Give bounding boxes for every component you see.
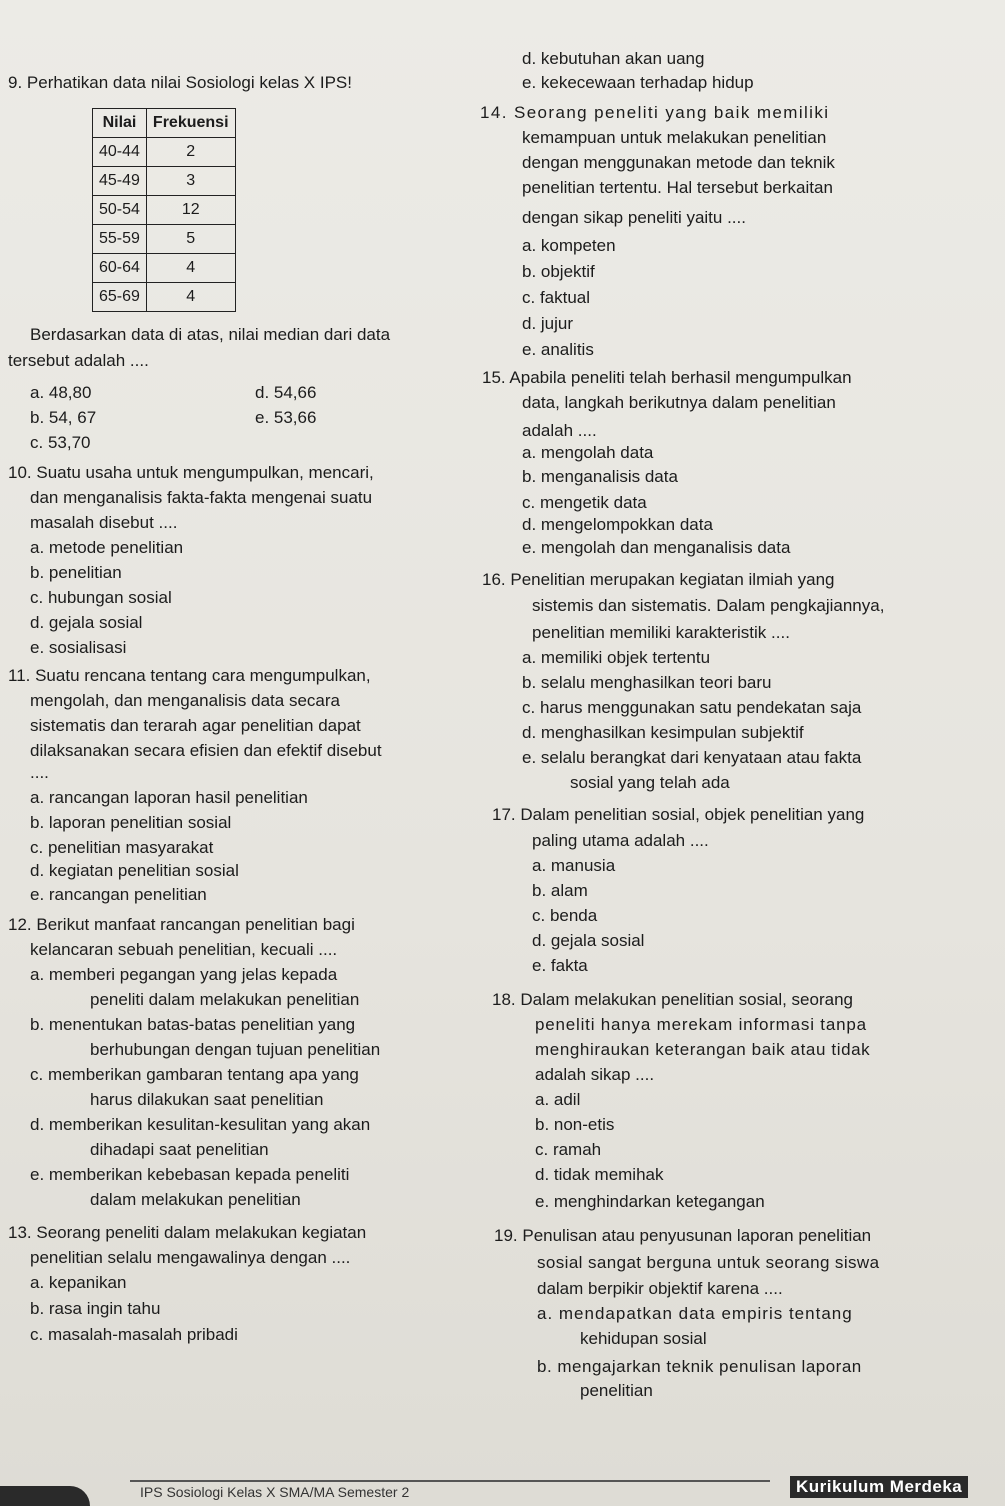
q16-option-e: e. selalu berangkat dari kenyataan atau fakta xyxy=(522,748,862,767)
table-cell: 5 xyxy=(146,225,235,254)
q13-line: 13. Seorang peneliti dalam melakukan kegiatan xyxy=(8,1223,367,1242)
q9-stem-line: Berdasarkan data di atas, nilai median dari data xyxy=(30,325,391,344)
q15-line: adalah .... xyxy=(522,421,597,440)
q14-line: penelitian tertentu. Hal tersebut berkaitan xyxy=(522,178,833,197)
table-row xyxy=(93,283,236,312)
q19-line: sosial sangat berguna untuk seorang siswa xyxy=(537,1253,880,1272)
q11-line: 11. Suatu rencana tentang cara mengumpulkan, xyxy=(8,666,371,685)
q14-option-c: c. faktual xyxy=(522,288,591,307)
frequency-table xyxy=(92,108,236,312)
table-cell: 12 xyxy=(146,196,235,225)
q17-line: paling utama adalah .... xyxy=(532,831,709,850)
q14-line: kemampuan untuk melakukan penelitian xyxy=(522,128,827,147)
q19-line: dalam berpikir objektif karena .... xyxy=(537,1279,783,1298)
table-row xyxy=(93,167,236,196)
q19-option-b-cont: penelitian xyxy=(580,1381,653,1400)
q13-option-c: c. masalah-masalah pribadi xyxy=(30,1325,238,1344)
q16-option-a: a. memiliki objek tertentu xyxy=(522,648,711,667)
q16-option-d: d. menghasilkan kesimpulan subjektif xyxy=(522,723,804,742)
q15-option-d: d. mengelompokkan data xyxy=(522,515,713,534)
q17-option-c: c. benda xyxy=(532,906,598,925)
table-cell: 2 xyxy=(146,138,235,167)
table-header-nilai: Nilai xyxy=(93,109,147,138)
q13-option-b: b. rasa ingin tahu xyxy=(30,1299,161,1318)
q14-option-b: b. objektif xyxy=(522,262,595,281)
table-row xyxy=(93,196,236,225)
q13-option-a: a. kepanikan xyxy=(30,1273,127,1292)
footer-book-title: IPS Sosiologi Kelas X SMA/MA Semester 2 xyxy=(140,1484,410,1500)
table-row xyxy=(93,254,236,283)
q17-option-d: d. gejala sosial xyxy=(532,931,645,950)
right-option-e: e. kekecewaan terhadap hidup xyxy=(522,73,754,92)
q18-line: adalah sikap .... xyxy=(535,1065,655,1084)
q11-option-d: d. kegiatan penelitian sosial xyxy=(30,861,239,880)
q15-line: data, langkah berikutnya dalam penelitian xyxy=(522,393,836,412)
q10-line: masalah disebut .... xyxy=(30,513,178,532)
q18-option-a: a. adil xyxy=(535,1090,581,1109)
table-row xyxy=(93,225,236,254)
table-cell: 55-59 xyxy=(93,225,147,254)
q10-line: 10. Suatu usaha untuk mengumpulkan, mencari, xyxy=(8,463,374,482)
page-number-tab xyxy=(0,1486,90,1506)
q11-option-e: e. rancangan penelitian xyxy=(30,885,207,904)
q18-line: 18. Dalam melakukan penelitian sosial, seorang xyxy=(492,990,853,1009)
footer-brand-badge: Kurikulum Merdeka xyxy=(790,1476,968,1498)
footer-divider xyxy=(130,1480,770,1482)
q12-option-c-cont: harus dilakukan saat penelitian xyxy=(90,1090,324,1109)
q16-line: penelitian memiliki karakteristik .... xyxy=(532,623,790,642)
q12-option-b-cont: berhubungan dengan tujuan penelitian xyxy=(90,1040,381,1059)
q11-line: sistematis dan terarah agar penelitian dapat xyxy=(30,716,361,735)
table-cell: 40-44 xyxy=(93,138,147,167)
q16-option-b: b. selalu menghasilkan teori baru xyxy=(522,673,772,692)
q14-line: 14. Seorang peneliti yang baik memiliki xyxy=(480,103,830,122)
q11-option-a: a. rancangan laporan hasil penelitian xyxy=(30,788,308,807)
q15-option-e: e. mengolah dan menganalisis data xyxy=(522,538,791,557)
q10-option-a: a. metode penelitian xyxy=(30,538,184,557)
q14-line: dengan menggunakan metode dan teknik xyxy=(522,153,835,172)
q14-option-a: a. kompeten xyxy=(522,236,616,255)
q18-option-d: d. tidak memihak xyxy=(535,1165,664,1184)
q16-line: sistemis dan sistematis. Dalam pengkajiannya, xyxy=(532,596,885,615)
q12-option-d: d. memberikan kesulitan-kesulitan yang akan xyxy=(30,1115,371,1134)
q19-line: 19. Penulisan atau penyusunan laporan penelitian xyxy=(494,1226,872,1245)
q9-option-e: e. 53,66 xyxy=(255,408,317,427)
q17-option-b: b. alam xyxy=(532,881,588,900)
q15-option-a: a. mengolah data xyxy=(522,443,654,462)
table-cell: 4 xyxy=(146,283,235,312)
q9-title: 9. Perhatikan data nilai Sosiologi kelas X IPS! xyxy=(8,73,352,92)
q12-option-e-cont: dalam melakukan penelitian xyxy=(90,1190,301,1209)
q17-option-e: e. fakta xyxy=(532,956,588,975)
q19-option-b: b. mengajarkan teknik penulisan laporan xyxy=(537,1357,862,1376)
right-option-d: d. kebutuhan akan uang xyxy=(522,49,705,68)
table-cell: 45-49 xyxy=(93,167,147,196)
q12-option-a: a. memberi pegangan yang jelas kepada xyxy=(30,965,338,984)
q9-option-b: b. 54, 67 xyxy=(30,408,97,427)
q11-option-c: c. penelitian masyarakat xyxy=(30,838,214,857)
q9-option-c: c. 53,70 xyxy=(30,433,91,452)
q16-line: 16. Penelitian merupakan kegiatan ilmiah yang xyxy=(482,570,835,589)
q11-line: .... xyxy=(30,763,49,782)
q12-line: kelancaran sebuah penelitian, kecuali .... xyxy=(30,940,338,959)
q9-option-d: d. 54,66 xyxy=(255,383,317,402)
q18-line: menghiraukan keterangan baik atau tidak xyxy=(535,1040,871,1059)
q16-option-e-cont: sosial yang telah ada xyxy=(570,773,730,792)
q18-option-b: b. non-etis xyxy=(535,1115,615,1134)
q18-option-c: c. ramah xyxy=(535,1140,602,1159)
q19-option-a-cont: kehidupan sosial xyxy=(580,1329,707,1348)
q12-option-c: c. memberikan gambaran tentang apa yang xyxy=(30,1065,359,1084)
table-row xyxy=(93,138,236,167)
table-cell: 3 xyxy=(146,167,235,196)
q16-option-c: c. harus menggunakan satu pendekatan saja xyxy=(522,698,862,717)
table-cell: 60-64 xyxy=(93,254,147,283)
q15-line: 15. Apabila peneliti telah berhasil mengumpulkan xyxy=(482,368,852,387)
q14-option-d: d. jujur xyxy=(522,314,574,333)
q10-option-c: c. hubungan sosial xyxy=(30,588,172,607)
table-cell: 50-54 xyxy=(93,196,147,225)
q12-option-d-cont: dihadapi saat penelitian xyxy=(90,1140,269,1159)
table-header-row xyxy=(93,109,236,138)
q12-option-a-cont: peneliti dalam melakukan penelitian xyxy=(90,990,360,1009)
q14-line: dengan sikap peneliti yaitu .... xyxy=(522,208,746,227)
table-header-frekuensi: Frekuensi xyxy=(146,109,235,138)
page-footer xyxy=(0,1472,1005,1506)
q11-option-b: b. laporan penelitian sosial xyxy=(30,813,232,832)
q14-option-e: e. analitis xyxy=(522,340,594,359)
q11-line: mengolah, dan menganalisis data secara xyxy=(30,691,340,710)
table-cell: 65-69 xyxy=(93,283,147,312)
q12-option-e: e. memberikan kebebasan kepada peneliti xyxy=(30,1165,350,1184)
q11-line: dilaksanakan secara efisien dan efektif disebut xyxy=(30,741,382,760)
q10-option-b: b. penelitian xyxy=(30,563,122,582)
q18-option-e: e. menghindarkan ketegangan xyxy=(535,1192,765,1211)
q10-line: dan menganalisis fakta-fakta mengenai suatu xyxy=(30,488,373,507)
q18-line: peneliti hanya merekam informasi tanpa xyxy=(535,1015,867,1034)
q9-option-a: a. 48,80 xyxy=(30,383,92,402)
q17-line: 17. Dalam penelitian sosial, objek penelitian yang xyxy=(492,805,865,824)
q10-option-e: e. sosialisasi xyxy=(30,638,127,657)
q15-option-c: c. mengetik data xyxy=(522,493,647,512)
q10-option-d: d. gejala sosial xyxy=(30,613,143,632)
q12-option-b: b. menentukan batas-batas penelitian yang xyxy=(30,1015,356,1034)
q19-option-a: a. mendapatkan data empiris tentang xyxy=(537,1304,853,1323)
q12-line: 12. Berikut manfaat rancangan penelitian bagi xyxy=(8,915,355,934)
q15-option-b: b. menganalisis data xyxy=(522,467,678,486)
q17-option-a: a. manusia xyxy=(532,856,616,875)
table-cell: 4 xyxy=(146,254,235,283)
q9-stem-line: tersebut adalah .... xyxy=(8,351,149,370)
q13-line: penelitian selalu mengawalinya dengan .... xyxy=(30,1248,351,1267)
